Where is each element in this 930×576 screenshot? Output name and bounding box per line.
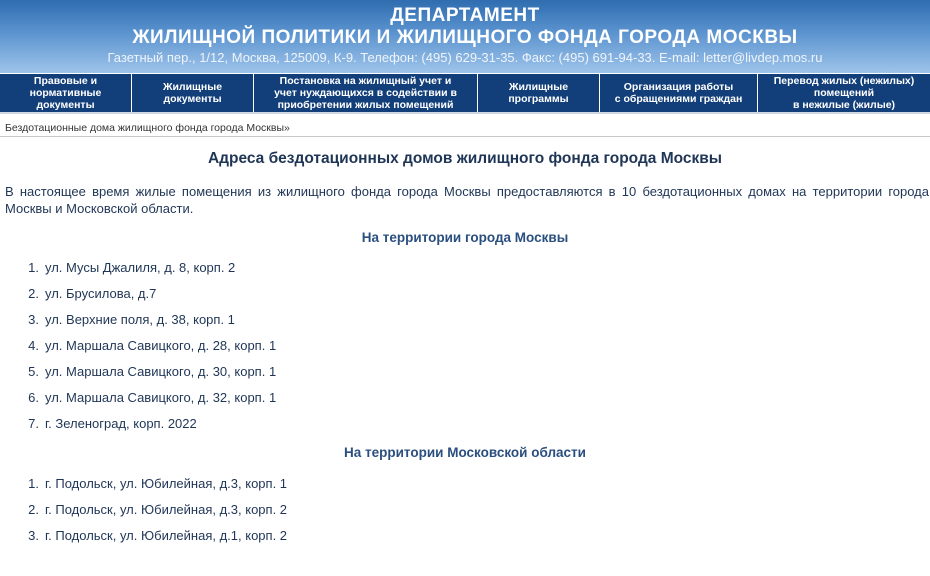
list-item [28,475,288,501]
nav-item-legal-documents[interactable]: Правовые и нормативные документы [0,74,132,112]
divider [0,136,930,137]
intro-paragraph: В настоящее время жилые помещения из жилищного фонда города Москвы предоставляются в 10 бездотационных домах на территории города Москвы и Московской области. [5,184,929,216]
address-text: ул. Маршала Савицкого, д. 30, корп. 1 [45,364,277,379]
address-text: г. Подольск, ул. Юбилейная, д.1, корп. 2 [45,528,288,543]
address-text: ул. Брусилова, д.7 [45,286,157,301]
list-item [28,363,277,389]
page-title: Адреса бездотационных домов жилищного фонда города Москвы [207,150,723,167]
address-text: г. Зеленоград, корп. 2022 [45,416,197,431]
nav-item-premises-conversion[interactable]: Перевод жилых (нежилых) помещений в нежилые (жилые) [773,75,915,111]
region-address-list [28,475,288,553]
list-number: 5. [28,364,39,379]
contact-info: Газетный пер., 1/12, Москва, 125009, К-9. Телефон: (495) 629-31-35. Факс: (495) 691-94-33. E-mail: letter@livdep.mos.ru [107,50,823,65]
list-item [28,527,288,553]
nav-item-housing-registration[interactable]: Постановка на жилищный учет и учет нуждающихся в содействии в приобретении жилых помещений [254,74,478,112]
address-text: ул. Верхние поля, д. 38, корп. 1 [45,312,235,327]
main-navigation [0,73,930,114]
list-number: 1. [28,476,39,491]
section-title-moscow-region: На территории Московской области [344,445,586,460]
list-item [28,285,276,311]
list-number: 4. [28,338,39,353]
nav-item-housing-programs[interactable]: Жилищные программы [478,74,600,112]
address-text: ул. Маршала Савицкого, д. 32, корп. 1 [45,390,277,405]
address-text: г. Подольск, ул. Юбилейная, д.3, корп. 2 [45,502,288,517]
list-number: 7. [28,416,39,431]
list-number: 2. [28,286,39,301]
nav-item-housing-documents[interactable]: Жилищные документы [132,74,254,112]
list-item [28,501,288,527]
section-title-moscow: На территории города Москвы [361,230,569,245]
moscow-address-list [28,259,277,441]
nav-item-citizen-appeals[interactable]: Организация работы с обращениями граждан [600,74,758,112]
list-number: 3. [28,312,39,327]
list-item [28,259,276,285]
address-text: г. Подольск, ул. Юбилейная, д.3, корп. 1 [45,476,288,491]
list-number: 1. [28,260,39,275]
list-item [28,415,276,441]
site-title: ЖИЛИЩНОЙ ПОЛИТИКИ И ЖИЛИЩНОГО ФОНДА ГОРОДА МОСКВЫ [132,27,798,48]
list-item [28,389,277,415]
department-label: ДЕПАРТАМЕНТ [390,5,540,26]
site-header [0,0,930,73]
list-item [28,311,276,337]
breadcrumb[interactable]: Бездотационные дома жилищного фонда города Москвы» [5,122,290,134]
list-number: 3. [28,528,39,543]
address-text: ул. Мусы Джалиля, д. 8, корп. 2 [45,260,236,275]
list-number: 6. [28,390,39,405]
address-text: ул. Маршала Савицкого, д. 28, корп. 1 [45,338,277,353]
list-item [28,337,277,363]
list-number: 2. [28,502,39,517]
